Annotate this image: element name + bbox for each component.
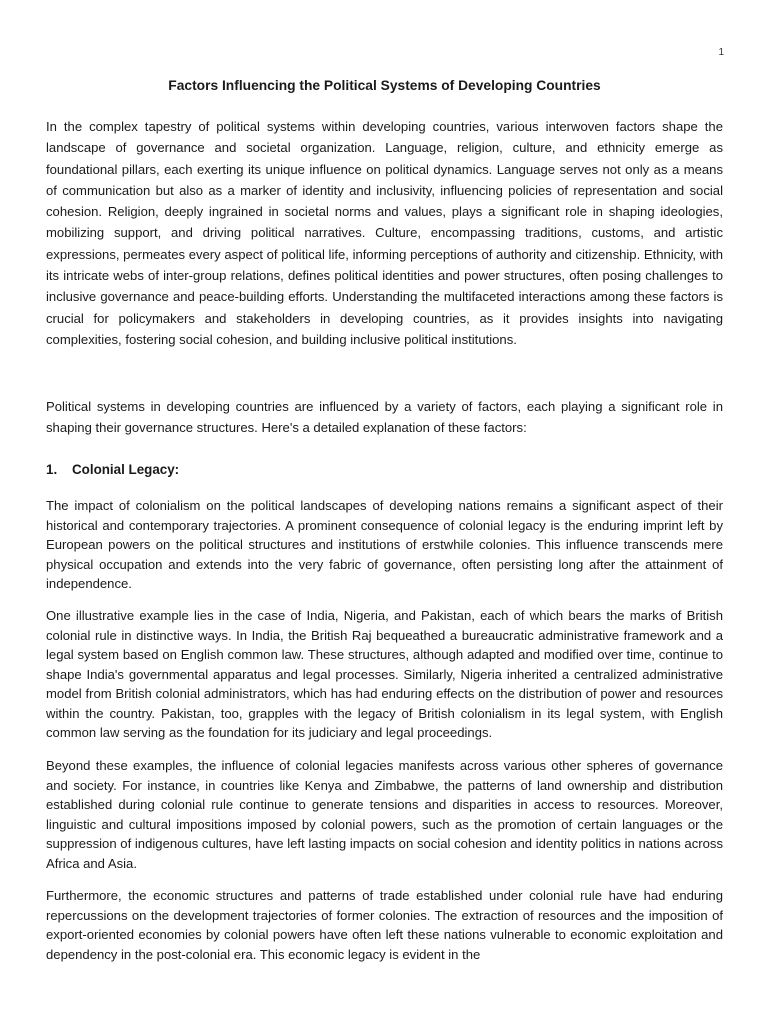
intro-paragraph-1: In the complex tapestry of political systems within developing countries, various interwoven factors shape the landscape of governance and societal organization. Language, religion, culture, and ethnicity emerge as foundational pillars, each exerting its unique influence on political dynamics. Language serves not only as a means of communication but also as a marker of identity and inclusivity, influencing policies of representation and social cohesion. Religion, deeply ingrained in societal norms and values, plays a significant role in shaping ideologies, mobilizing support, and driving political narratives. Culture, encompassing traditions, customs, and artistic expressions, permeates every aspect of political life, informing perceptions of authority and citizenship. Ethnicity, with its intricate webs of inter-group relations, defines political identities and power structures, often posing challenges to inclusive governance and peace-building efforts. Understanding the multifaceted interactions among these factors is crucial for policymakers and stakeholders in developing countries, as it provides insights into navigating complexities, fostering social cohesion, and building inclusive political institutions. xyxy=(46,119,723,347)
intro-paragraph-2: Political systems in developing countries are influenced by a variety of factors, each playing a significant role in shaping their governance structures. Here's a detailed explanation of these factors: xyxy=(46,399,723,436)
colonial-paragraph-2: One illustrative example lies in the case of India, Nigeria, and Pakistan, each of which bears the marks of British colonial rule in distinctive ways. In India, the British Raj bequeathed a bureaucratic administrative framework and a legal system based on English common law. These structures, although adapted and modified over time, continue to shape India's governmental apparatus and legal processes. Similarly, Nigeria inherited a centralized administrative model from British colonial administrators, which has had enduring effects on the distribution of power and resources within the country. Pakistan, too, grapples with the legacy of British colonialism in its legal system, with English common law serving as the foundation for its judiciary and legal proceedings. xyxy=(46,608,723,740)
section-number: 1. xyxy=(46,462,58,477)
page-number: 1 xyxy=(718,47,724,58)
colonial-paragraph-3: Beyond these examples, the influence of colonial legacies manifests across various other spheres of governance and society. For instance, in countries like Kenya and Zimbabwe, the patterns of land ownership and distribution established during colonial rule continue to generate tensions and disparities in access to resources. Moreover, linguistic and cultural impositions imposed by colonial powers, such as the promotion of certain languages or the suppression of indigenous cultures, have left lasting impacts on social cohesion and identity politics in nations across Africa and Asia. xyxy=(46,758,723,871)
section-heading-colonial-legacy xyxy=(46,460,179,480)
section-title: Colonial Legacy: xyxy=(72,462,180,477)
colonial-paragraph-4: Furthermore, the economic structures and patterns of trade established under colonial rule have had enduring repercussions on the development trajectories of former colonies. The extraction of resources and the imposition of export-oriented economies by colonial powers have often left these nations vulnerable to economic exploitation and dependency in the post-colonial era. This economic legacy is evident in the xyxy=(46,888,723,962)
colonial-paragraph-1: The impact of colonialism on the political landscapes of developing nations remains a significant aspect of their historical and contemporary trajectories. A prominent consequence of colonial legacy is the enduring imprint left by European powers on the political structures and institutions of erstwhile colonies. This influence transcends mere physical occupation and extends into the very fabric of governance, often persisting long after the attainment of independence. xyxy=(46,498,723,591)
document-title: Factors Influencing the Political Systems of Developing Countries xyxy=(168,78,601,93)
